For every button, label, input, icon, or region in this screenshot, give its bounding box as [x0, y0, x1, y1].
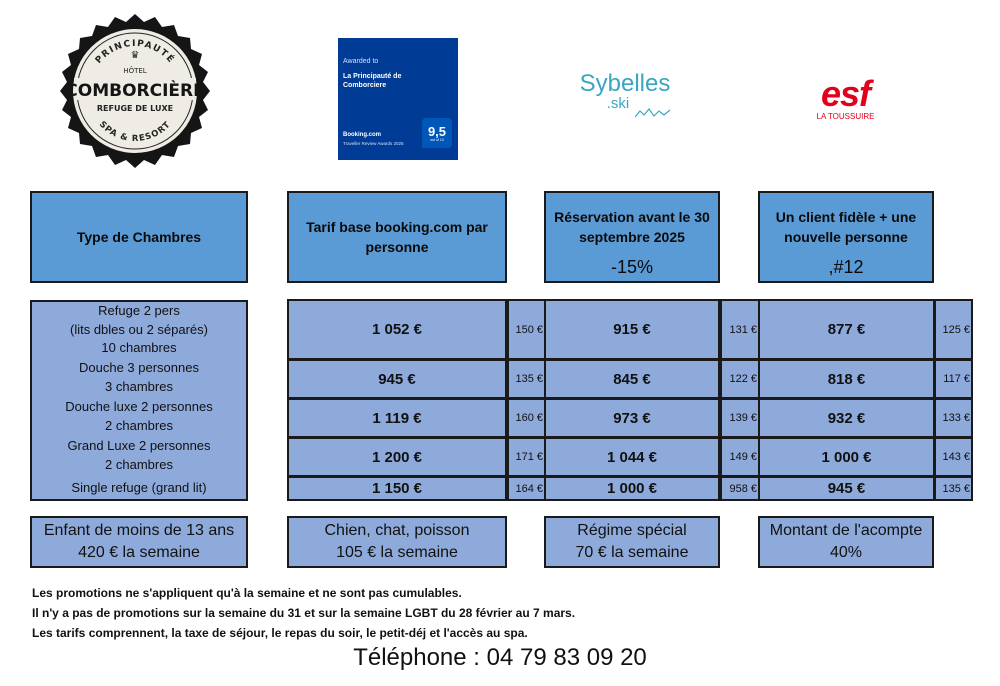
- pp-value: 149 €: [729, 451, 757, 463]
- pp-value: 135 €: [515, 373, 543, 385]
- room-label-line: (lits dbles ou 2 séparés): [69, 321, 208, 337]
- price-loyal: [758, 476, 935, 501]
- header-loyal-pct: ,#12: [828, 256, 864, 277]
- booking-award-badge: [338, 38, 458, 160]
- hotel-logo: [58, 14, 212, 168]
- price-value: 1 150 €: [371, 480, 423, 497]
- booking-hotel-name-1: La Principauté de: [343, 73, 402, 80]
- hotel-logo-bottom-arc: SPA & RESORT: [96, 119, 174, 145]
- room-label-line: 2 chambres: [105, 457, 173, 472]
- price-early: [544, 299, 720, 360]
- pp-value: 125 €: [942, 323, 970, 336]
- extra-diet: [544, 516, 720, 568]
- extra-line2: 105 € la semaine: [336, 544, 458, 561]
- room-label-douche-3: [32, 359, 246, 397]
- price-value: 818 €: [827, 370, 866, 388]
- price-value: 1 000 €: [821, 448, 872, 466]
- price-loyal: [758, 437, 935, 477]
- esf-sub: LA TOUSSUIRE: [816, 112, 875, 122]
- room-label-line: Refuge 2 pers: [98, 302, 180, 318]
- pp-value: 171 €: [515, 451, 543, 463]
- phone-number: Téléphone : 04 79 83 09 20: [353, 644, 647, 671]
- booking-hotel-name-2: Comborciere: [343, 82, 387, 90]
- esf-name: esf: [820, 73, 871, 114]
- pp-value: 135 €: [942, 482, 970, 495]
- price-loyal-pp: [934, 476, 973, 501]
- price-value: 845 €: [613, 370, 651, 388]
- price-early-pp: [720, 398, 760, 438]
- pp-value: 160 €: [515, 412, 543, 424]
- room-label-line: 3 chambres: [105, 379, 173, 394]
- price-loyal: [758, 359, 935, 399]
- price-value: 945 €: [827, 480, 866, 497]
- price-base-pp: [507, 299, 546, 360]
- mountains-icon: [635, 108, 671, 118]
- room-label-douche-luxe: [32, 398, 246, 436]
- price-value: 915 €: [613, 321, 651, 338]
- price-base: [287, 437, 507, 477]
- pp-value: 122 €: [729, 373, 757, 385]
- booking-score-box: [422, 118, 452, 148]
- sybelles-name: Sybelles: [579, 70, 671, 97]
- price-early-pp: [720, 359, 760, 399]
- header-early-booking: [544, 191, 720, 283]
- price-loyal-pp: [934, 398, 973, 438]
- price-base: [287, 299, 507, 360]
- room-label-refuge: [32, 302, 246, 358]
- svg-text:♛: ♛: [130, 50, 140, 61]
- pp-value: 958 €: [729, 482, 757, 495]
- price-value: 1 119 €: [372, 409, 422, 427]
- price-loyal: [758, 398, 935, 438]
- header-early-line2: septembre 2025: [579, 229, 685, 246]
- pp-value: 150 €: [515, 323, 543, 336]
- pp-value: 139 €: [729, 412, 757, 424]
- sybelles-logo: [575, 72, 675, 132]
- price-loyal-pp: [934, 359, 973, 399]
- hotel-logo-line1: HÔTEL: [123, 67, 147, 75]
- pp-value: 131 €: [729, 323, 757, 336]
- hotel-logo-top-arc: PRINCIPAUTÉ: [93, 38, 177, 66]
- room-label-line: Douche luxe 2 personnes: [65, 399, 213, 415]
- header-room-type-text: Type de Chambres: [76, 228, 202, 245]
- price-base-pp: [507, 359, 546, 399]
- room-label-grand-luxe: [32, 437, 246, 475]
- price-base-pp: [507, 437, 546, 477]
- price-value: 1 052 €: [371, 321, 423, 338]
- note-promotions: Les promotions ne s'appliquent qu'à la semaine et ne sont pas cumulables.: [32, 586, 462, 600]
- room-label-line: Douche 3 personnes: [79, 360, 199, 376]
- esf-logo: [788, 73, 903, 128]
- extra-line2: 420 € la semaine: [78, 544, 200, 561]
- hotel-logo-line3: REFUGE DE LUXE: [96, 104, 174, 113]
- price-value: 877 €: [827, 321, 866, 338]
- sybelles-sub: .ski: [606, 95, 630, 112]
- header-room-type: [30, 191, 248, 283]
- extra-line2: 70 € la semaine: [575, 544, 689, 561]
- pp-value: 164 €: [515, 482, 543, 495]
- booking-award-text: Traveller Review Awards 2025: [343, 141, 404, 146]
- price-value: 973 €: [613, 409, 651, 427]
- price-value: 932 €: [827, 409, 866, 427]
- booking-awarded-label: Awarded to: [343, 58, 379, 65]
- header-early-pct: -15%: [610, 256, 654, 277]
- price-base-pp: [507, 476, 546, 501]
- room-label-line: 2 chambres: [105, 418, 173, 433]
- price-early: [544, 437, 720, 477]
- extra-line1: Régime spécial: [577, 521, 687, 539]
- price-value: 1 044 €: [606, 448, 658, 466]
- header-base-rate-text: Tarif base booking.com par personne: [306, 218, 488, 255]
- price-early-pp: [720, 476, 760, 501]
- price-base-pp: [507, 398, 546, 438]
- booking-brand: Booking.com: [343, 132, 382, 138]
- pp-value: 133 €: [942, 412, 970, 424]
- extra-child: [30, 516, 248, 568]
- hotel-logo-name: COMBORCIÈRE: [65, 81, 205, 101]
- room-label-line: Grand Luxe 2 personnes: [67, 438, 211, 454]
- extra-line1: Montant de l'acompte: [769, 521, 923, 539]
- extra-line1: Chien, chat, poisson: [324, 521, 470, 539]
- price-base: [287, 476, 507, 501]
- price-loyal: [758, 299, 935, 360]
- note-included: Les tarifs comprennent, la taxe de séjour, le repas du soir, le petit-déj et l'accès au spa.: [32, 626, 528, 640]
- price-value: 945 €: [378, 370, 416, 388]
- pp-value: 117 €: [943, 373, 970, 385]
- extra-deposit: [758, 516, 934, 568]
- price-early-pp: [720, 437, 760, 477]
- price-early: [544, 398, 720, 438]
- price-loyal-pp: [934, 299, 973, 360]
- booking-score-sub: out of 10: [430, 137, 444, 142]
- booking-score: 9,5: [427, 123, 447, 139]
- header-loyal-client: [758, 191, 934, 283]
- header-early-line1: Réservation avant le 30: [554, 209, 710, 225]
- price-base: [287, 359, 507, 399]
- extra-line2: 40%: [829, 544, 863, 561]
- header-loyal-line1: Un client fidèle + une: [775, 209, 917, 225]
- price-early-pp: [720, 299, 760, 360]
- note-no-promo-weeks: Il n'y a pas de promotions sur la semaine du 31 et sur la semaine LGBT du 28 février au 7 mars.: [32, 606, 576, 620]
- price-value: 1 000 €: [606, 480, 658, 497]
- header-loyal-line2: nouvelle personne: [784, 229, 908, 246]
- pp-value: 143 €: [942, 451, 970, 463]
- price-base: [287, 398, 507, 438]
- price-early: [544, 359, 720, 399]
- extra-line1: Enfant de moins de 13 ans: [43, 521, 235, 539]
- price-early: [544, 476, 720, 501]
- header-base-rate: [287, 191, 507, 283]
- extra-pet: [287, 516, 507, 568]
- room-label-line: Single refuge (grand lit): [71, 479, 207, 495]
- room-label-single: [32, 477, 246, 499]
- price-value: 1 200 €: [371, 448, 423, 466]
- price-loyal-pp: [934, 437, 973, 477]
- room-label-line: 10 chambres: [101, 340, 177, 356]
